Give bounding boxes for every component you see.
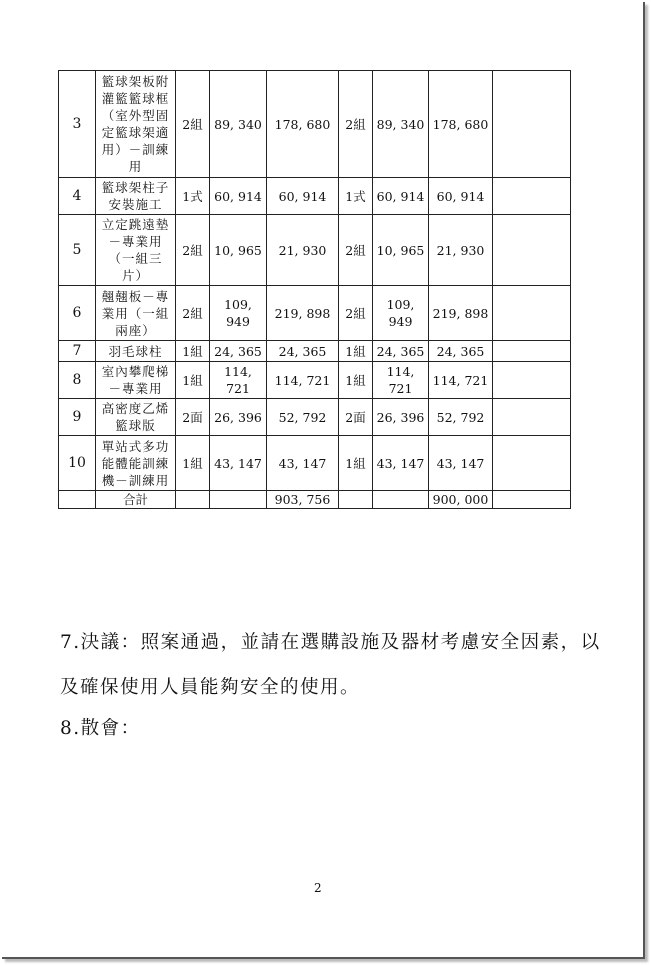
quantity: 2組 bbox=[176, 286, 210, 341]
remarks-cell bbox=[493, 178, 571, 215]
subtotal: 24, 365 bbox=[267, 341, 339, 362]
remarks-cell bbox=[493, 215, 571, 286]
item-name: 籃球架柱子 安裝施工 bbox=[96, 178, 176, 215]
unit-price-approved: 109, 949 bbox=[373, 286, 429, 341]
subtotal: 52, 792 bbox=[267, 399, 339, 436]
subtotal: 43, 147 bbox=[267, 436, 339, 491]
unit-price: 114, 721 bbox=[210, 362, 267, 399]
total-blank bbox=[339, 491, 373, 509]
page-number: 2 bbox=[314, 881, 322, 895]
subtotal: 21, 930 bbox=[267, 215, 339, 286]
total-blank bbox=[493, 491, 571, 509]
subtotal: 114, 721 bbox=[267, 362, 339, 399]
table-row bbox=[59, 436, 571, 491]
subtotal: 219, 898 bbox=[267, 286, 339, 341]
equipment-table bbox=[58, 70, 571, 509]
total-label: 合計 bbox=[96, 491, 176, 509]
total-amount-approved: 900, 000 bbox=[429, 491, 493, 509]
quantity-approved: 2組 bbox=[339, 286, 373, 341]
quantity: 1組 bbox=[176, 362, 210, 399]
total-amount: 903, 756 bbox=[267, 491, 339, 509]
item-name: 室內攀爬梯 －專業用 bbox=[96, 362, 176, 399]
quantity: 2組 bbox=[176, 71, 210, 178]
remarks-cell bbox=[493, 286, 571, 341]
row-number: 8 bbox=[59, 362, 96, 399]
item-name: 翹翹板－專 業用（一組 兩座） bbox=[96, 286, 176, 341]
item-name: 羽毛球柱 bbox=[96, 341, 176, 362]
unit-price: 109, 949 bbox=[210, 286, 267, 341]
row-number: 6 bbox=[59, 286, 96, 341]
subtotal-approved: 24, 365 bbox=[429, 341, 493, 362]
unit-price-approved: 43, 147 bbox=[373, 436, 429, 491]
table-row bbox=[59, 178, 571, 215]
total-row bbox=[59, 491, 571, 509]
row-number: 3 bbox=[59, 71, 96, 178]
remarks-cell bbox=[493, 399, 571, 436]
subtotal-approved: 21, 930 bbox=[429, 215, 493, 286]
adjourn-heading: 8.散會： bbox=[60, 718, 141, 739]
quantity-approved: 2面 bbox=[339, 399, 373, 436]
quantity-approved: 1組 bbox=[339, 436, 373, 491]
unit-price: 43, 147 bbox=[210, 436, 267, 491]
quantity-approved: 1組 bbox=[339, 341, 373, 362]
table-row bbox=[59, 399, 571, 436]
total-blank bbox=[210, 491, 267, 509]
resolution-line-2: 及確保使用人員能夠安全的使用。 bbox=[60, 677, 361, 698]
row-number: 5 bbox=[59, 215, 96, 286]
quantity-approved: 1組 bbox=[339, 362, 373, 399]
item-name: 高密度乙烯 籃球版 bbox=[96, 399, 176, 436]
unit-price: 26, 396 bbox=[210, 399, 267, 436]
subtotal-approved: 43, 147 bbox=[429, 436, 493, 491]
unit-price: 60, 914 bbox=[210, 178, 267, 215]
remarks-cell bbox=[493, 362, 571, 399]
row-number: 7 bbox=[59, 341, 96, 362]
item-name: 籃球架板附 灌籃籃球框 （室外型固 定籃球架適 用）－訓練 用 bbox=[96, 71, 176, 178]
unit-price-approved: 24, 365 bbox=[373, 341, 429, 362]
subtotal: 178, 680 bbox=[267, 71, 339, 178]
subtotal-approved: 114, 721 bbox=[429, 362, 493, 399]
unit-price-approved: 89, 340 bbox=[373, 71, 429, 178]
quantity-approved: 1式 bbox=[339, 178, 373, 215]
table-row bbox=[59, 71, 571, 178]
table-row bbox=[59, 215, 571, 286]
quantity: 1組 bbox=[176, 436, 210, 491]
unit-price: 10, 965 bbox=[210, 215, 267, 286]
quantity: 1組 bbox=[176, 341, 210, 362]
resolution-line-1: 7.決議：照案通過，並請在選購設施及器材考慮安全因素，以 bbox=[60, 632, 601, 653]
row-number: 9 bbox=[59, 399, 96, 436]
quantity: 2組 bbox=[176, 215, 210, 286]
unit-price-approved: 114, 721 bbox=[373, 362, 429, 399]
quantity: 2面 bbox=[176, 399, 210, 436]
unit-price: 89, 340 bbox=[210, 71, 267, 178]
remarks-cell bbox=[493, 341, 571, 362]
subtotal: 60, 914 bbox=[267, 178, 339, 215]
row-number: 4 bbox=[59, 178, 96, 215]
item-name: 立定跳遠墊 －專業用 （一組三 片） bbox=[96, 215, 176, 286]
unit-price-approved: 10, 965 bbox=[373, 215, 429, 286]
quantity: 1式 bbox=[176, 178, 210, 215]
total-blank bbox=[176, 491, 210, 509]
unit-price: 24, 365 bbox=[210, 341, 267, 362]
item-name: 單站式多功 能體能訓練 機－訓練用 bbox=[96, 436, 176, 491]
unit-price-approved: 60, 914 bbox=[373, 178, 429, 215]
table-row bbox=[59, 341, 571, 362]
quantity-approved: 2組 bbox=[339, 215, 373, 286]
remarks-cell bbox=[493, 436, 571, 491]
quantity-approved: 2組 bbox=[339, 71, 373, 178]
table-row bbox=[59, 362, 571, 399]
remarks-cell bbox=[493, 71, 571, 178]
subtotal-approved: 178, 680 bbox=[429, 71, 493, 178]
subtotal-approved: 60, 914 bbox=[429, 178, 493, 215]
subtotal-approved: 219, 898 bbox=[429, 286, 493, 341]
table-row bbox=[59, 286, 571, 341]
subtotal-approved: 52, 792 bbox=[429, 399, 493, 436]
unit-price-approved: 26, 396 bbox=[373, 399, 429, 436]
row-number: 10 bbox=[59, 436, 96, 491]
total-blank bbox=[373, 491, 429, 509]
total-blank bbox=[59, 491, 96, 509]
